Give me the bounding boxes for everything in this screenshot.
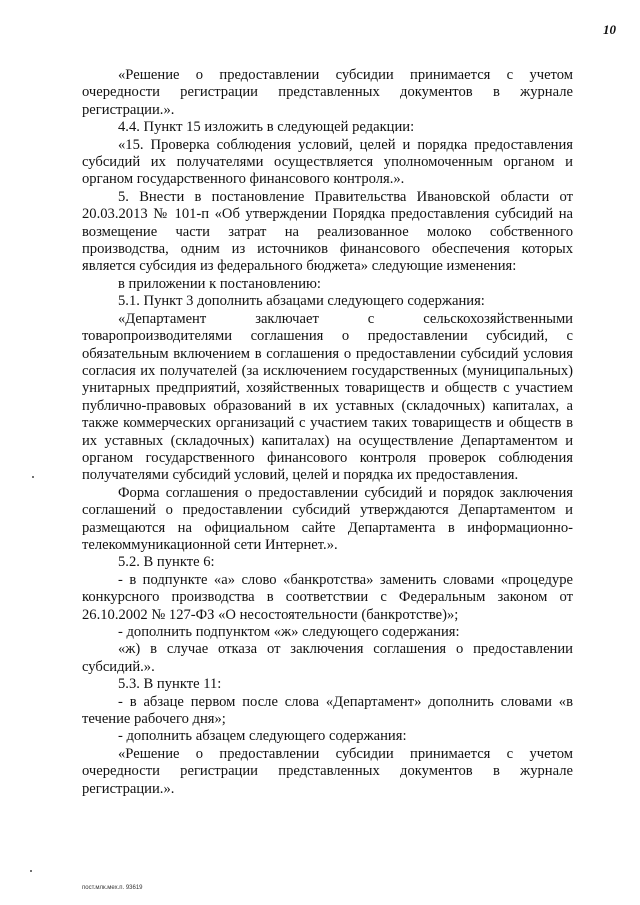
paragraph: «15. Проверка соблюдения условий, целей и порядка предоставления субсидий их получателями осуществляется уполномоченным органом и органом государственного финансового контроля.». (82, 136, 573, 188)
paragraph: 5. Внести в постановление Правительства Ивановской области от 20.03.2013 № 101-п «Об утверждении Порядка предоставления субсидий на возмещение части затрат на реализованное молоко собственного производства, одним из источников финансового обеспечения которых является субсидия из федерального бюджета» следующие изменения: (82, 188, 573, 275)
paragraph: «Решение о предоставлении субсидии принимается с учетом очередности регистрации представленных документов в журнале регистрации.». (82, 67, 573, 118)
footer-file-reference: пост.млк.мех.п. 93619 (82, 885, 143, 891)
paragraph: Форма соглашения о предоставлении субсидий и порядок заключения соглашений о предоставлении субсидий утверждаются Департаментом и размещаются на официальном сайте Департамента в информационно-телекоммуникационной сети Интернет.». (82, 484, 573, 553)
paragraph: 5.3. В пункте 11: (118, 676, 222, 693)
paragraph: в приложении к постановлению: (118, 275, 321, 292)
paragraph: - дополнить подпунктом «ж» следующего содержания: (118, 624, 460, 640)
page-number: 10 (603, 22, 616, 37)
scan-speck (30, 870, 32, 872)
paragraph: 5.1. Пункт 3 дополнить абзацами следующего содержания: (118, 293, 485, 310)
paragraph: 5.2. В пункте 6: (118, 554, 215, 571)
document-body (82, 67, 573, 798)
paragraph: «Департамент заключает с сельскохозяйственными товаропроизводителями соглашения о предоставлении субсидий, с обязательным включением в соглашения о предоставлении субсидий условия согласия их получателей (за исключением государственных (муниципальных) унитарных предприятий, хозяйственных товариществ и обществ с участием публично-правовых образований в их уставных (складочных) капиталах, а также коммерческих организаций с участием таких товариществ и обществ в их уставных (складочных) капиталах) на осуществление Департаментом и органом государственного финансового контроля проверок соблюдения получателями субсидий условий, целей и порядка их предоставления. (82, 310, 573, 484)
paragraph: - в подпункте «а» слово «банкротства» заменить словами «процедуре конкурсного производства в соответствии с Федеральным законом от 26.10.2002 № 127-ФЗ «О несостоятельности (банкротстве)»; (82, 571, 573, 623)
paragraph: «ж) в случае отказа от заключения соглашения о предоставлении субсидий.». (82, 641, 573, 675)
paragraph: «Решение о предоставлении субсидии принимается с учетом очередности регистрации представленных документов в журнале регистрации.». (82, 745, 573, 797)
scan-speck (32, 476, 34, 478)
paragraph: - дополнить абзацем следующего содержания: (118, 728, 407, 745)
paragraph: - в абзаце первом после слова «Департамент» дополнить словами «в течение рабочего дня»; (82, 693, 573, 728)
paragraph: 4.4. Пункт 15 изложить в следующей редакции: (118, 119, 415, 136)
